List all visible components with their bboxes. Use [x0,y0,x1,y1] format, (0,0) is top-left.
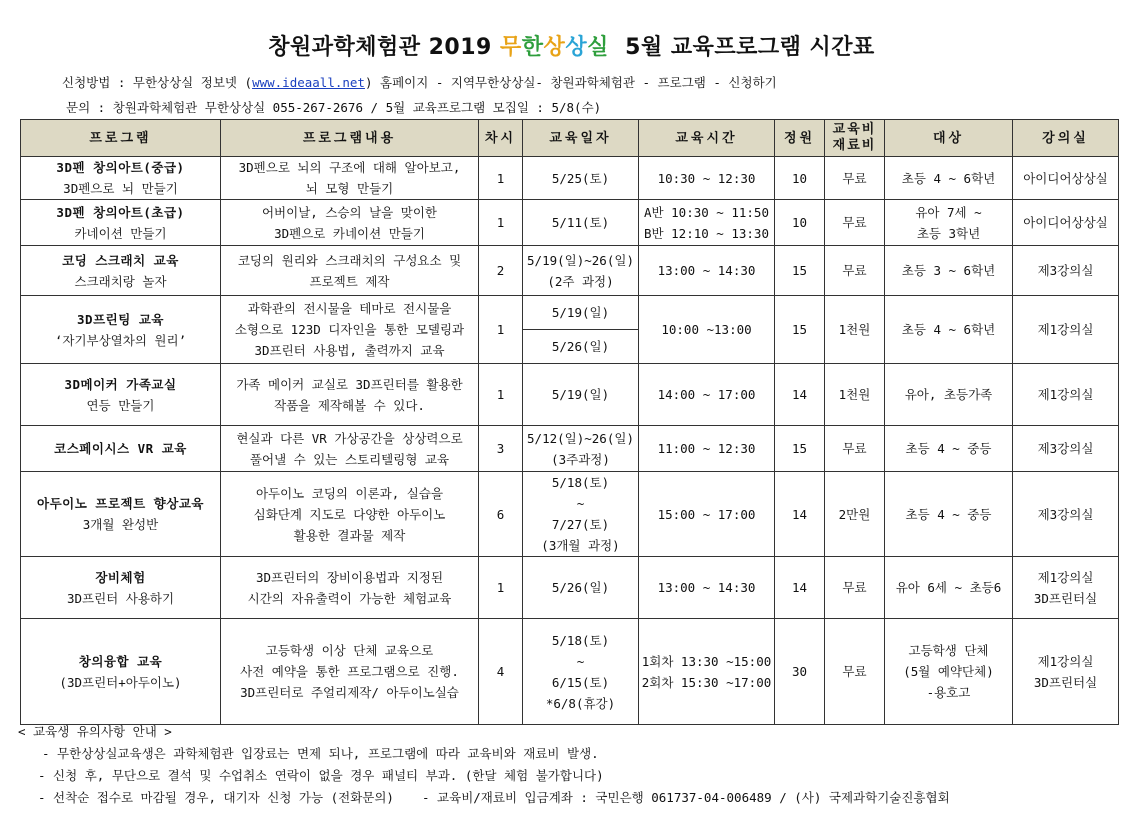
date-cell [523,557,639,619]
target-line: (5월 예약단체) [903,664,994,679]
date-line: 5/18(토) [551,475,610,490]
table-row [21,426,1119,472]
date-line: (2주 과정) [547,273,614,289]
content-cell [221,246,479,296]
title-part2: 5월 교육프로그램 시간표 [608,35,875,60]
room-line: 제1강의실 [1037,387,1094,402]
program-subtitle: 연등 만들기 [86,397,155,413]
target-cell [885,200,1013,246]
fee-cell: 2만원 [825,472,885,557]
content-line: 3D펜으로 뇌의 구조에 대해 알아보고, [238,160,461,175]
header-sessions: 차시 [479,120,523,157]
header-content: 프로그램내용 [221,120,479,157]
program-cell [21,296,221,364]
content-cell [221,200,479,246]
content-cell [221,472,479,557]
info-suffix: ) 홈페이지 - 지역무한상상실- 창원과학체험관 - 프로그램 - 신청하기 [364,75,777,90]
content-line: 어버이날, 스승의 날을 맞이한 [261,204,437,220]
time-cell [639,426,775,472]
room-line: 3D프린터실 [1033,674,1098,690]
capacity-cell: 15 [775,426,825,472]
date-cell [523,200,639,246]
time-cell [639,364,775,426]
fee-cell: 1천원 [825,296,885,364]
fee-cell: 무료 [825,157,885,200]
time-cell [639,472,775,557]
room-line: 제1강의실 [1037,653,1094,669]
target-cell [885,619,1013,725]
date-cell [523,619,639,725]
title-brand-char: 상 [565,35,588,60]
date-line: ~ [576,496,585,511]
fee-cell: 무료 [825,557,885,619]
program-subtitle: 3D프린터 사용하기 [66,590,175,606]
time-line: 2회차 15:30 ~17:00 [641,674,772,690]
date-cell [523,426,639,472]
note-item: - 신청 후, 무단으로 결석 및 수업취소 연락이 없을 경우 패널티 부과. (한달 체험 불가합니다) [38,768,604,783]
program-name: 3D펜 창의아트(초급) [56,204,185,220]
time-line: 1회차 13:30 ~15:00 [641,653,772,669]
note-item: - 선착순 접수로 마감될 경우, 대기자 신청 가능 (전화문의) [38,790,394,805]
fee-cell: 무료 [825,426,885,472]
content-cell [221,619,479,725]
program-name: 코스페이시스 VR 교육 [54,441,187,456]
title-brand-char: 무 [500,35,522,60]
room-cell [1013,200,1119,246]
room-cell [1013,296,1119,364]
note-item: - 교육비/재료비 입금계좌 : 국민은행 061737-04-006489 / (사) 국제과학기술진흥협회 [422,790,950,805]
application-info [62,73,777,91]
fee-cell: 무료 [825,619,885,725]
fee-cell: 무료 [825,200,885,246]
website-link[interactable]: www.ideaall.net [252,75,365,90]
date-line: 5/19(일)~26(일) [527,252,634,268]
date-line: 6/15(토) [551,674,610,690]
content-line: 뇌 모형 만들기 [305,181,394,196]
room-cell [1013,557,1119,619]
content-cell [221,296,479,364]
title-part1: 창원과학체험관 2019 [268,35,501,60]
room-line: 아이디어상상실 [1023,215,1108,230]
content-line: 3D프린터의 장비이용법과 지정된 [255,569,444,585]
target-line: 초등 4 ~ 중등 [905,441,992,456]
time-line: 10:00 ~13:00 [661,322,752,337]
sessions-cell: 6 [479,472,523,557]
contact-info: 문의 : 창원과학체험관 무한상상실 055-267-2676 / 5월 교육프로그램 모집일 : 5/8(수) [66,100,602,115]
room-line: 제3강의실 [1037,263,1094,278]
capacity-cell: 14 [775,472,825,557]
date-line: (3주과정) [551,451,610,467]
date-line: 5/26(일) [551,580,610,595]
header-capacity: 정원 [775,120,825,157]
program-name: 장비체험 [95,569,146,585]
content-line: 가족 메이커 교실로 3D프린터를 활용한 [236,376,463,392]
target-line: 유아, 초등가족 [904,387,993,402]
time-line: 15:00 ~ 17:00 [657,506,756,522]
target-line: 초등 4 ~ 6학년 [901,322,996,337]
header-fee: 교육비 재료비 [825,120,885,157]
room-cell [1013,619,1119,725]
table-row [21,246,1119,296]
table-row [21,157,1119,200]
program-cell [21,246,221,296]
target-line: -용호고 [926,685,971,700]
room-cell [1013,426,1119,472]
content-line: 아두이노 코딩의 이론과, 실습을 [255,485,444,501]
date-line: 5/12(일)~26(일) [527,430,634,446]
date-cell [523,472,639,557]
capacity-cell: 30 [775,619,825,725]
content-line: 3D프린터로 주얼리제작/ 아두이노실습 [240,685,459,700]
target-cell [885,426,1013,472]
time-line: 14:00 ~ 17:00 [657,387,756,402]
program-subtitle: 3개월 완성반 [82,517,159,532]
content-line: 활용한 결과물 제작 [293,527,406,543]
table-row [21,472,1119,557]
content-line: 심화단계 지도로 다양한 아두이노 [253,506,446,522]
program-name: 3D메이커 가족교실 [64,376,177,392]
date-cell: 5/19(일) [523,296,639,330]
program-name: 3D프린팅 교육 [77,311,164,327]
content-cell [221,364,479,426]
content-cell [221,557,479,619]
time-line: B반 12:10 ~ 13:30 [644,225,769,241]
table-row [21,619,1119,725]
date-cell [523,246,639,296]
program-subtitle: (3D프린터+아두이노) [59,674,182,690]
content-line: 현실과 다른 VR 가상공간을 상상력으로 [236,430,463,446]
header-room: 강의실 [1013,120,1119,157]
sessions-cell: 1 [479,200,523,246]
date-cell: 5/26(일) [523,330,639,364]
fee-cell: 1천원 [825,364,885,426]
date-line: 5/11(토) [551,215,610,230]
table-row [21,364,1119,426]
room-line: 제3강의실 [1037,441,1094,456]
program-subtitle: 3D펜으로 뇌 만들기 [63,181,178,196]
time-cell [639,296,775,364]
room-line: 제1강의실 [1037,322,1094,337]
date-line: 5/18(토) [551,632,610,648]
target-cell [885,557,1013,619]
notes-heading: < 교육생 유의사항 안내 > [18,724,172,739]
date-line: 7/27(토) [551,517,610,532]
content-line: 3D프린터 사용법, 출력까지 교육 [254,343,445,358]
time-line: 11:00 ~ 12:30 [657,441,756,456]
time-cell [639,619,775,725]
content-cell [221,426,479,472]
date-line: (3개월 과정) [541,538,620,553]
sessions-cell: 1 [479,557,523,619]
program-cell [21,200,221,246]
title-brand-char: 실 [587,35,609,60]
target-line: 초등 4 ~ 6학년 [901,170,996,186]
header-time: 교육시간 [639,120,775,157]
content-line: 고등학생 이상 단체 교육으로 [265,643,434,658]
target-line: 초등 4 ~ 중등 [905,506,992,522]
capacity-cell: 10 [775,200,825,246]
target-line: 고등학생 단체 [908,643,989,658]
program-cell [21,364,221,426]
sessions-cell: 1 [479,157,523,200]
sessions-cell: 1 [479,296,523,364]
content-line: 과학관의 전시물을 테마로 전시물을 [247,301,452,316]
target-line: 초등 3학년 [916,225,981,241]
sessions-cell: 4 [479,619,523,725]
content-line: 프로젝트 제작 [309,273,390,289]
date-line: *6/8(휴강) [545,695,616,711]
program-subtitle: 스크래치랑 놀자 [74,273,167,289]
room-cell [1013,472,1119,557]
schedule-table [20,119,1119,725]
header-dates: 교육일자 [523,120,639,157]
date-line: 5/19(일) [551,387,610,402]
room-line: 제1강의실 [1037,569,1094,585]
program-subtitle: 카네이션 만들기 [74,225,167,241]
program-cell [21,426,221,472]
time-line: 13:00 ~ 14:30 [657,580,756,595]
program-name: 3D펜 창의아트(중급) [56,160,185,175]
target-line: 유아 7세 ~ [915,204,982,220]
program-cell [21,619,221,725]
program-name: 코딩 스크래치 교육 [62,252,179,268]
content-cell [221,157,479,200]
time-cell [639,246,775,296]
room-cell [1013,246,1119,296]
target-cell [885,157,1013,200]
time-cell [639,200,775,246]
fee-cell: 무료 [825,246,885,296]
program-name: 창의융합 교육 [78,653,163,669]
time-cell [639,557,775,619]
page-title [0,30,1143,61]
capacity-cell: 10 [775,157,825,200]
program-cell [21,157,221,200]
content-line: 3D펜으로 카네이션 만들기 [274,225,425,241]
content-line: 시간의 자유출력이 가능한 체험교육 [247,590,452,606]
target-cell [885,246,1013,296]
table-row [21,200,1119,246]
room-line: 제3강의실 [1037,506,1094,522]
sessions-cell: 3 [479,426,523,472]
note-item: - 무한상상실교육생은 과학체험관 입장료는 면제 되나, 프로그램에 따라 교육비와 재료비 발생. [42,746,599,761]
title-brand-char: 상 [543,35,566,60]
info-prefix: 신청방법 : 무한상상실 정보넷 ( [62,75,253,90]
title-brand-char: 한 [521,35,544,60]
date-line: 5/25(토) [551,170,610,186]
sessions-cell: 2 [479,246,523,296]
content-line: 소형으로 123D 디자인을 통한 모델링과 [234,322,465,337]
capacity-cell: 15 [775,246,825,296]
program-cell [21,557,221,619]
time-cell [639,157,775,200]
time-line: A반 10:30 ~ 11:50 [644,204,769,220]
content-line: 작품을 제작해볼 수 있다. [274,397,425,413]
header-target: 대상 [885,120,1013,157]
target-line: 초등 3 ~ 6학년 [901,263,996,278]
time-line: 13:00 ~ 14:30 [657,263,756,278]
sessions-cell: 1 [479,364,523,426]
date-cell [523,364,639,426]
content-line: 코딩의 원리와 스크래치의 구성요소 및 [237,252,462,268]
table-row [21,557,1119,619]
program-subtitle: ‘자기부상열차의 원리’ [54,332,187,348]
target-line: 유아 6세 ~ 초등6 [895,580,1002,595]
header-program: 프로그램 [21,120,221,157]
target-cell [885,472,1013,557]
target-cell [885,296,1013,364]
target-cell [885,364,1013,426]
capacity-cell: 14 [775,557,825,619]
capacity-cell: 15 [775,296,825,364]
room-line: 3D프린터실 [1033,590,1098,606]
content-line: 풀어낼 수 있는 스토리텔링형 교육 [249,451,450,467]
room-line: 아이디어상상실 [1023,170,1108,186]
date-line: ~ [576,653,585,669]
capacity-cell: 14 [775,364,825,426]
program-name: 아두이노 프로젝트 향상교육 [37,496,204,511]
table-row [21,296,1119,330]
room-cell [1013,364,1119,426]
date-cell [523,157,639,200]
header-row [21,120,1119,157]
time-line: 10:30 ~ 12:30 [657,170,756,186]
program-cell [21,472,221,557]
content-line: 사전 예약을 통한 프로그램으로 진행. [240,664,459,679]
room-cell [1013,157,1119,200]
